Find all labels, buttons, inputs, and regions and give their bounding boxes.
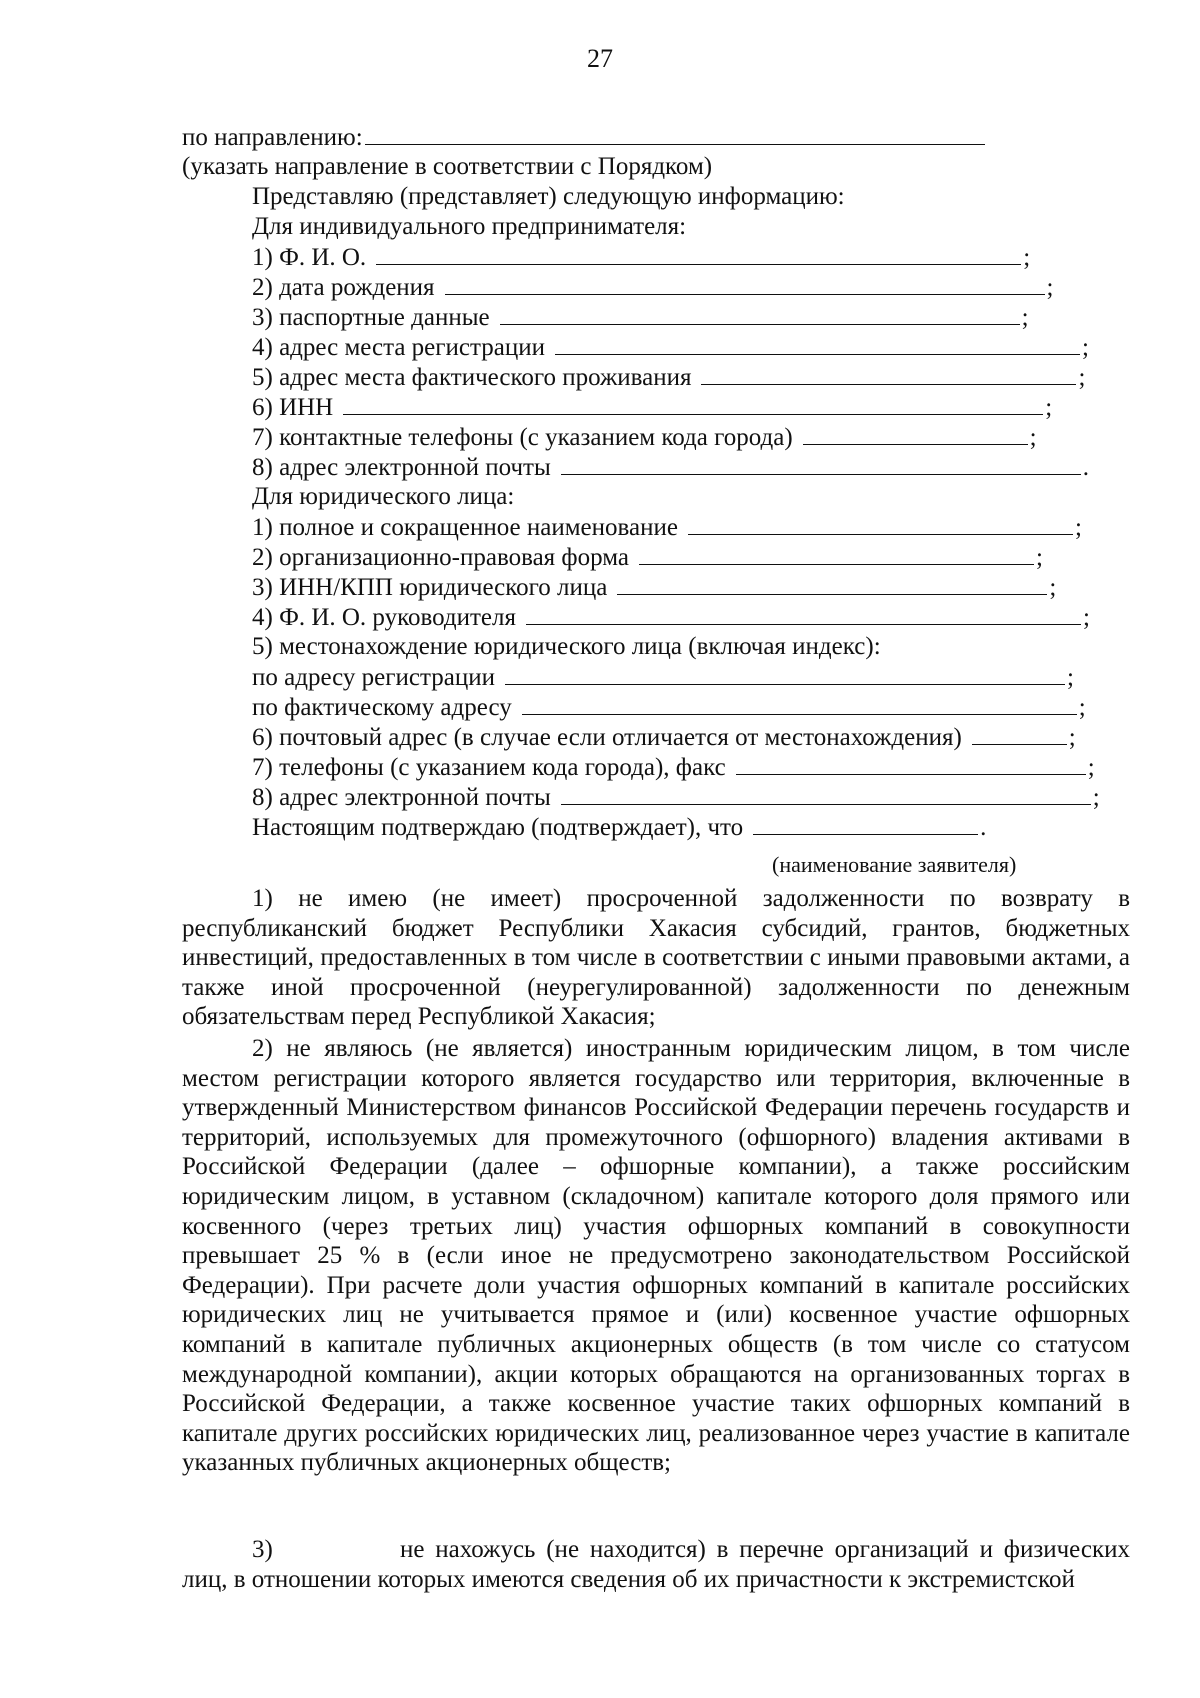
legal-title: Для юридического лица: [252,483,515,510]
registration-address-fill-field[interactable] [505,662,1065,685]
email-fill-field[interactable] [561,452,1081,475]
individual-title: Для индивидуального предпринимателя: [252,213,687,240]
legal-form-fill-field[interactable] [639,542,1034,565]
confirm-line: Настоящим подтверждаю (подтверждает), что . [252,814,987,841]
applicant-name-fill-field[interactable] [753,812,978,835]
individual-field-fio: 1) Ф. И. О. ; [252,244,1031,271]
legal-field-form: 2) организационно-правовая форма ; [252,544,1043,571]
legal-field-name: 1) полное и сокращенное наименование ; [252,514,1082,541]
postal-address-fill-field[interactable] [972,722,1067,745]
direction-hint: (указать направление в соответствии с Порядком) [182,153,713,180]
phones-fill-field[interactable] [803,422,1028,445]
legal-field-director: 4) Ф. И. О. руководителя ; [252,604,1090,631]
legal-email-fill-field[interactable] [561,782,1091,805]
paragraph-3-number: 3) [252,1536,273,1563]
director-fill-field[interactable] [526,602,1081,625]
individual-field-actual-address: 5) адрес места фактического проживания ; [252,364,1086,391]
location-field-registration: по адресу регистрации ; [252,664,1074,691]
page-number: 27 [587,44,613,73]
individual-field-passport: 3) паспортные данные ; [252,304,1029,331]
passport-fill-field[interactable] [500,302,1020,325]
direction-line [182,122,1082,152]
inn-kpp-fill-field[interactable] [617,572,1047,595]
paragraph-2: 2) не являюсь (не является) иностранным юридическим лицом, в том числе местом регистрации которого является государство или территория, включенные в утвержденный Министерством финансов Российской Федерации перечень государств и территорий, используемых для промежуточного (офшорного) владения активами в Российской Федерации (далее – офшорные компании), а также российским юридическим лицом, в уставном (складочном) капитале которого доля прямого или косвенного (через третьих лиц) участия офшорных компаний в совокупности превышает 25 % в (если иное не предусмотрено законодательством Российской Федерации). При расчете доли участия офшорных компаний в капитале российских юридических лиц не учитывается прямое и (или) косвенное участие офшорных компаний в капитале публичных акционерных обществ (в том числе со статусом международной компании), акции которых обращаются на организованных торгах в Российской Федерации, а также косвенное участие таких офшорных компаний в капитале других российских юридических лиц, реализованное через участие в капитале указанных публичных акционерных обществ; [182,1035,1130,1477]
intro-text: Представляю (представляет) следующую информацию: [252,183,845,210]
birthdate-fill-field[interactable] [445,272,1045,295]
fio-fill-field[interactable] [376,242,1021,265]
legal-location-title: 5) местонахождение юридического лица (включая индекс): [252,633,881,660]
legal-name-fill-field[interactable] [688,512,1073,535]
applicant-name-caption: (наименование заявителя) [772,852,1017,877]
inn-fill-field[interactable] [343,392,1043,415]
direction-fill-field[interactable] [365,122,985,145]
legal-field-inn-kpp: 3) ИНН/КПП юридического лица ; [252,574,1057,601]
individual-field-inn: 6) ИНН ; [252,394,1053,421]
individual-field-reg-address: 4) адрес места регистрации ; [252,334,1089,361]
reg-address-fill-field[interactable] [555,332,1080,355]
info-form [252,182,1132,842]
actual-address-fill-field[interactable] [701,362,1076,385]
location-field-actual: по фактическому адресу ; [252,694,1086,721]
paragraph-1: 1) не имею (не имеет) просроченной задолженности по возврату в республиканский бюджет Республики Хакасия субсидий, грантов, бюджетных инвестиций, предоставленных в том числе в соответствии с иными правовыми актами, а также иной просроченной (неурегулированной) задолженности по денежным обязательствам перед Республикой Хакасия; [182,885,1130,1031]
paragraph-3: 3) не нахожусь (не находится) в перечне организаций и физических лиц, в отношении которых имеются сведения об их причастности к экстремистской [182,1536,1130,1593]
legal-field-postal: 6) почтовый адрес (в случае если отличается от местонахождения) ; [252,724,1076,751]
legal-field-phones-fax: 7) телефоны (с указанием кода города), факс ; [252,754,1095,781]
individual-field-email: 8) адрес электронной почты . [252,454,1090,481]
individual-field-birthdate: 2) дата рождения ; [252,274,1054,301]
actual-location-fill-field[interactable] [522,692,1077,715]
individual-field-phones: 7) контактные телефоны (с указанием кода города) ; [252,424,1037,451]
direction-label: по направлению: [182,124,363,151]
phones-fax-fill-field[interactable] [736,752,1086,775]
legal-field-email: 8) адрес электронной почты ; [252,784,1100,811]
direction-header [182,122,1082,182]
